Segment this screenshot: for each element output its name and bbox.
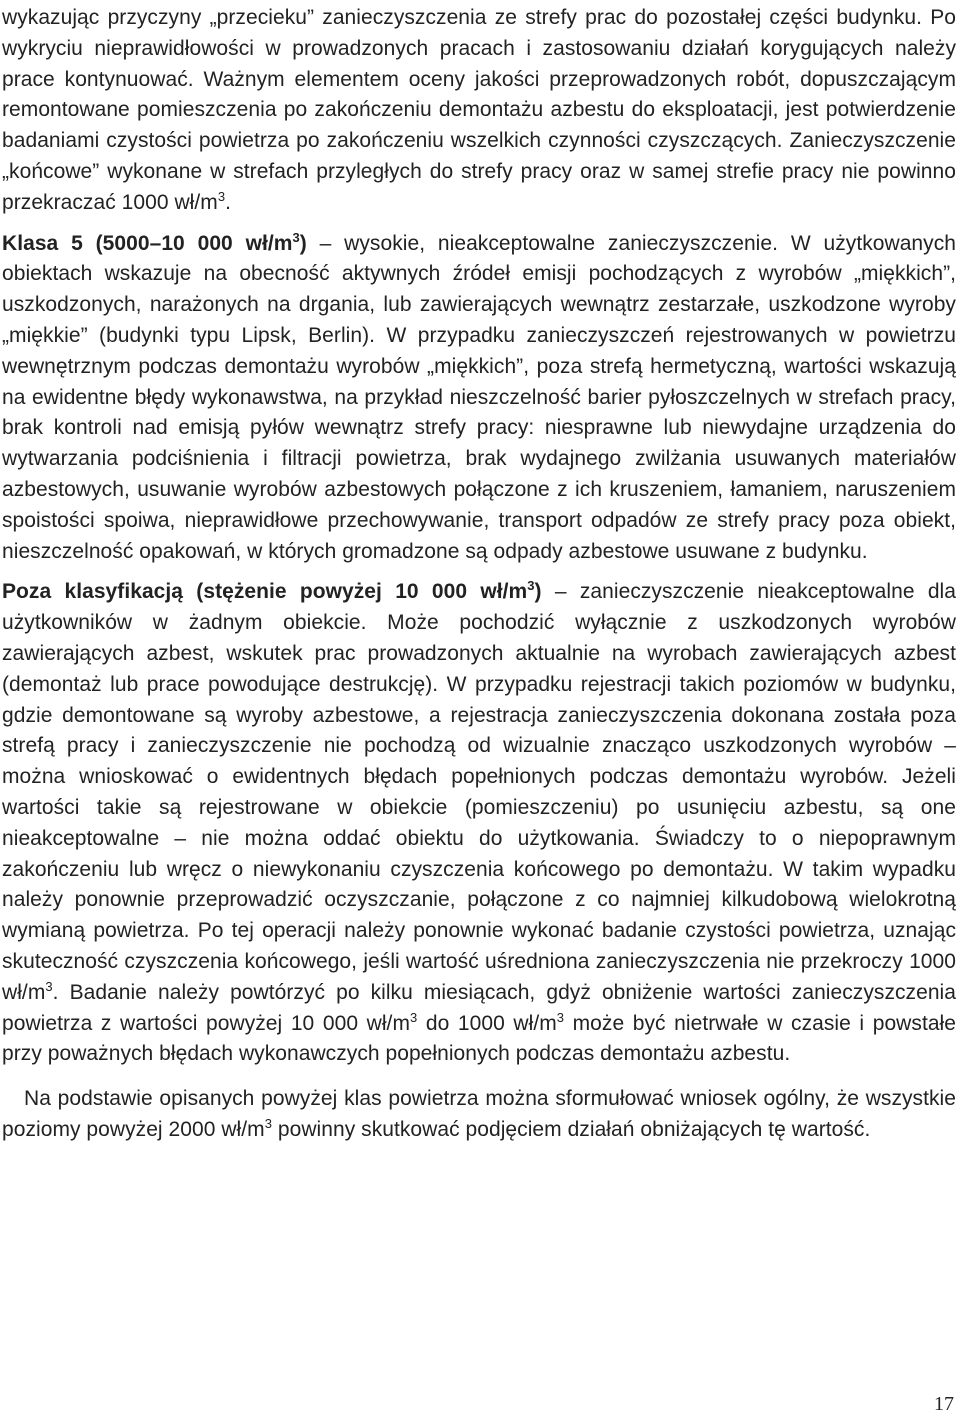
superscript: 3 xyxy=(292,229,300,245)
paragraph-text: – wysokie, nieakceptowalne zanieczyszczenie. W użytkowanych obiektach wskazuje na obecność aktywnych źródeł emisji pochodzących z wyrobów „miękkich”, uszkodzonych, narażonych na drgania, lub zawierających wewnątrz zestarzałe, uszkodzone wyroby „miękkie” (budynki typu Lipsk, Berlin). W przypadku zanieczyszczeń rejestrowanych w powietrzu wewnętrznym podczas demontażu wyrobów „miękkich”, poza strefą hermetyczną, wartości wskazują na ewidentne błędy wykonawstwa, na przykład nieszczelność barier pyłoszczelnych w strefach pracy, brak kontroli nad emisją pyłów wewnątrz strefy pracy: niesprawne lub niewydajne urządzenia do wytwarzania podciśnienia i filtracji powietrza, brak wydajnego zwilżania usuwanych materiałów azbestowych, usuwanie wyrobów azbestowych połączone z ich kruszeniem, łamaniem, naruszeniem spoistości spoiwa, nieprawidłowe przechowywanie, transport odpadów ze strefy pracy poza obiekt, nieszczelność opakowań, w których gromadzone są odpady azbestowe usuwane z budynku. xyxy=(2,231,956,563)
heading-text: Poza klasyfikacją (stężenie powyżej 10 000 wł/m xyxy=(2,580,528,604)
superscript: 3 xyxy=(264,1115,272,1131)
paragraph-text: Na podstawie opisanych powyżej klas powietrza można sformułować wniosek ogólny, że wszystkie poziomy powyżej 2000 wł/m xyxy=(2,1087,956,1141)
class-5-heading xyxy=(2,229,307,255)
paragraph-text: . Badanie należy powtórzyć po kilku miesiącach, gdyż obniżenie wartości zanieczyszczenia powietrza z wartości powyżej 10 000 wł/m xyxy=(2,980,956,1035)
paragraph-text: może być nietrwałe w czasie i powstałe przy poważnych błędach wykonawczych popełnionych podczas demontażu azbestu. xyxy=(2,1011,957,1066)
paragraph-text: do 1000 wł/m xyxy=(417,1011,557,1035)
paragraph-beyond-classification xyxy=(2,577,956,1070)
paragraph-text: . xyxy=(225,190,231,214)
paragraph-class-5 xyxy=(2,229,956,568)
paragraph-continuation xyxy=(2,3,956,219)
superscript: 3 xyxy=(556,1009,565,1025)
superscript: 3 xyxy=(45,978,53,994)
beyond-classification-heading xyxy=(2,580,542,603)
paragraph-text: powinny skutkować podjęciem działań obniżających tę wartość. xyxy=(271,1117,871,1141)
paragraph-text: – zanieczyszczenie nieakceptowalne dla użytkowników w żadnym obiekcie. Może pochodzić wyłącznie z uszkodzonych wyrobów zawierających azbest, wskutek prac prowadzonych aktualnie na wyrobach zawierających azbest (demontaż lub prace powodujące destrukcję). W przypadku rejestracji takich poziomów w budynku, gdzie demontowane są wyroby azbestowe, a rejestracja zanieczyszczenia dokonana została poza strefą pracy i zanieczyszczenie nie pochodzą od wizualnie znacząco uszkodzonych wyrobów – można wnioskować o ewidentnych błędach popełnionych podczas demontażu wyrobów. Jeżeli wartości takie są rejestrowane w obiekcie (pomieszczeniu) po usunięciu azbestu, są one nieakceptowalne – nie można oddać obiektu do użytkowania. Świadczy to o niepoprawnym zakończeniu lub wręcz o niewykonaniu czyszczenia końcowego po demontażu. W takim wypadku należy ponownie przeprowadzić oczyszczanie, połączone z co najmniej kilkudobową wielokrotną wymianą powietrza. Po tej operacji należy ponownie wykonać badanie czystości powietrza, uznając skuteczność czyszczenia końcowego, jeśli wartość uśredniona zanieczyszczenia nie przekroczy 1000 wł/m xyxy=(2,580,956,1004)
superscript: 3 xyxy=(410,1009,418,1025)
superscript: 3 xyxy=(527,578,535,594)
paragraph-conclusion xyxy=(2,1084,956,1146)
page-number: 17 xyxy=(934,1393,954,1415)
heading-text: Klasa 5 (5000–10 000 wł/m xyxy=(2,231,293,255)
paragraph-text: wykazując przyczyny „przecieku” zanieczyszczenia ze strefy prac do pozostałej części budynku. Po wykryciu nieprawidłowości w prowadzonych pracach i zastosowaniu działań korygujących należy prace kontynuować. Ważnym elementem oceny jakości przeprowadzonych robót, dopuszczającym remontowane pomieszczenia po zakończeniu demontażu azbestu do eksploatacji, jest potwierdzenie badaniami czystości powietrza po zakończeniu wszelkich czynności czyszczących. Zanieczyszczenie „końcowe” wykonane w strefach przyległych do strefy pracy oraz w samej strefie pracy nie powinno przekraczać 1000 wł/m xyxy=(2,6,956,214)
superscript: 3 xyxy=(217,188,226,204)
page-body xyxy=(2,3,956,1146)
heading-text: ) xyxy=(534,580,542,604)
heading-text: ) xyxy=(299,231,307,255)
